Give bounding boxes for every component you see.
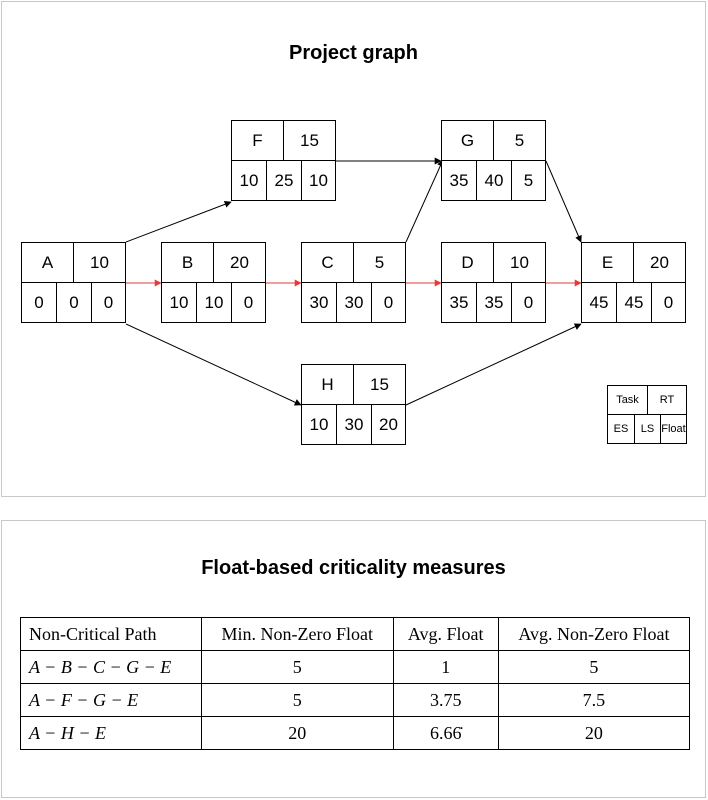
graph-title: Project graph [289, 42, 418, 64]
table-title: Float-based criticality measures [201, 557, 506, 579]
task-cell: D [441, 242, 494, 283]
edge-c-g [406, 160, 443, 242]
edge-a-f [126, 202, 231, 242]
task-cell: A [21, 242, 74, 283]
min-nonzero-cell: 5 [202, 684, 394, 717]
avg-nonzero-cell: 5 [498, 651, 689, 684]
es-cell: 35 [441, 282, 477, 323]
header-avg-float: Avg. Float [393, 618, 498, 651]
es-cell: 10 [231, 160, 267, 201]
table-row [21, 684, 690, 717]
rt-cell: 20 [213, 242, 266, 283]
rt-cell: 15 [353, 364, 406, 405]
ls-cell: 0 [56, 282, 92, 323]
float-cell: 0 [371, 282, 406, 323]
avg-float-cell: 6.66̇ [393, 717, 498, 750]
float-cell: 0 [651, 282, 686, 323]
float-cell: 0 [511, 282, 546, 323]
criticality-table [20, 617, 690, 750]
es-cell: 35 [441, 160, 477, 201]
float-cell: 5 [511, 160, 546, 201]
project-graph-panel [1, 1, 706, 497]
rt-cell: 5 [353, 242, 406, 283]
table-header-row [21, 618, 690, 651]
ls-cell: 40 [476, 160, 512, 201]
path-cell: A − F − G − E [21, 684, 202, 717]
float-cell: 20 [371, 404, 406, 445]
legend-rt: RT [647, 385, 687, 415]
min-nonzero-cell: 20 [202, 717, 394, 750]
ls-cell: 10 [196, 282, 232, 323]
rt-cell: 10 [73, 242, 126, 283]
rt-cell: 15 [283, 120, 336, 161]
ls-cell: 30 [336, 282, 372, 323]
rt-cell: 10 [493, 242, 546, 283]
task-cell: C [301, 242, 354, 283]
task-cell: H [301, 364, 354, 405]
legend-es: ES [607, 414, 635, 444]
edge-h-e [406, 324, 581, 405]
table-row [21, 717, 690, 750]
header-avg-nonzero-float: Avg. Non-Zero Float [498, 618, 689, 651]
ls-cell: 35 [476, 282, 512, 323]
legend-task: Task [607, 385, 648, 415]
es-cell: 0 [21, 282, 57, 323]
task-cell: E [581, 242, 634, 283]
es-cell: 30 [301, 282, 337, 323]
float-cell: 0 [231, 282, 266, 323]
float-cell: 10 [301, 160, 336, 201]
rt-cell: 20 [633, 242, 686, 283]
min-nonzero-cell: 5 [202, 651, 394, 684]
header-min-nonzero-float: Min. Non-Zero Float [202, 618, 394, 651]
path-cell: A − H − E [21, 717, 202, 750]
task-cell: B [161, 242, 214, 283]
es-cell: 10 [161, 282, 197, 323]
avg-float-cell: 3.75 [393, 684, 498, 717]
rt-cell: 5 [493, 120, 546, 161]
ls-cell: 30 [336, 404, 372, 445]
table-row [21, 651, 690, 684]
avg-nonzero-cell: 7.5 [498, 684, 689, 717]
edge-g-e [546, 161, 581, 242]
ls-cell: 45 [616, 282, 652, 323]
avg-float-cell: 1 [393, 651, 498, 684]
legend-ls: LS [634, 414, 661, 444]
task-cell: F [231, 120, 284, 161]
path-cell: A − B − C − G − E [21, 651, 202, 684]
es-cell: 45 [581, 282, 617, 323]
edge-a-h [126, 324, 301, 405]
legend-float: Float [660, 414, 687, 444]
ls-cell: 25 [266, 160, 302, 201]
float-cell: 0 [91, 282, 126, 323]
criticality-panel [1, 520, 706, 798]
avg-nonzero-cell: 20 [498, 717, 689, 750]
task-cell: G [441, 120, 494, 161]
es-cell: 10 [301, 404, 337, 445]
header-path: Non-Critical Path [21, 618, 202, 651]
